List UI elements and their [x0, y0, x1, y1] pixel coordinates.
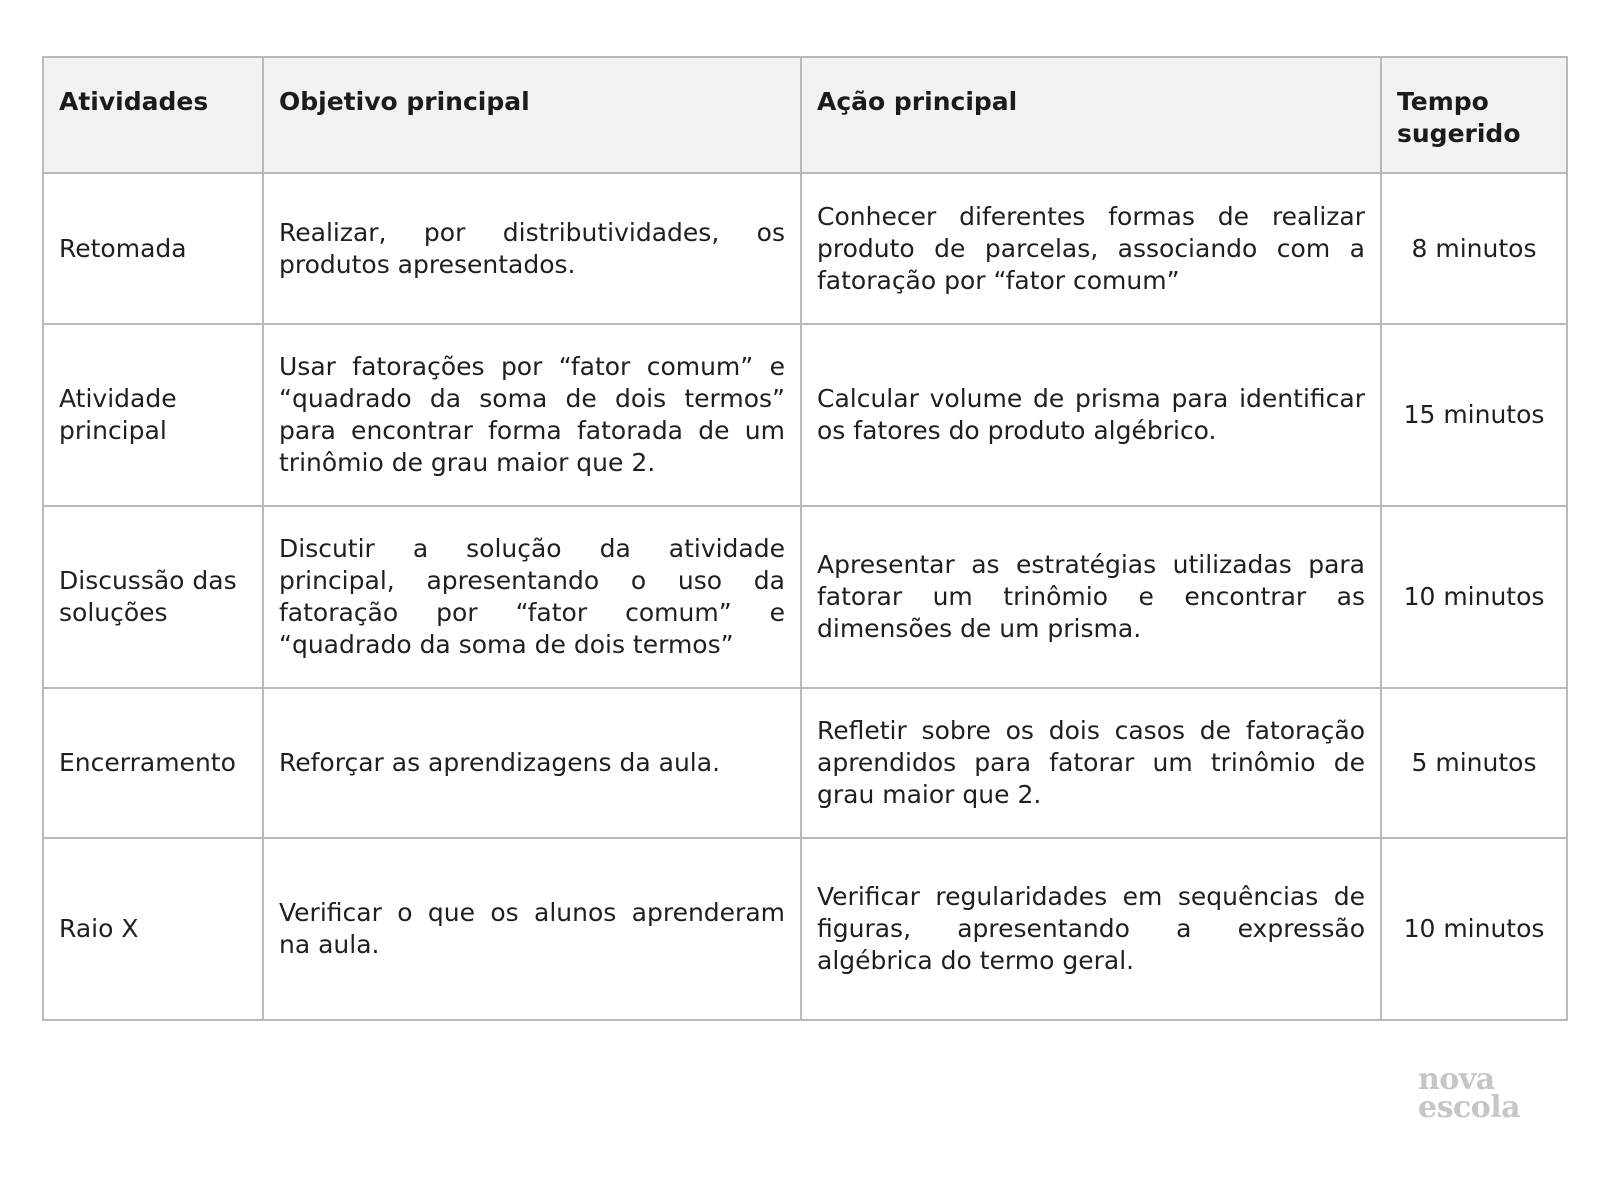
header-time: Tempo sugerido — [1381, 57, 1567, 173]
cell-activity: Retomada — [43, 173, 263, 324]
header-activities: Atividades — [43, 57, 263, 173]
cell-action: Verificar regularidades em sequências de figuras, apresentando a expressão algébrica do termo geral. — [801, 838, 1381, 1020]
table-row — [43, 324, 1567, 506]
header-row — [43, 57, 1567, 173]
logo-line-nova: nova — [1418, 1062, 1495, 1097]
cell-activity: Raio X — [43, 838, 263, 1020]
cell-objective: Realizar, por distributividades, os produtos apresentados. — [263, 173, 801, 324]
cell-action: Apresentar as estratégias utilizadas para fatorar um trinômio e encontrar as dimensões de um prisma. — [801, 506, 1381, 688]
cell-activity: Encerramento — [43, 688, 263, 838]
cell-time: 5 minutos — [1381, 688, 1567, 838]
table-row — [43, 838, 1567, 1020]
table-header — [43, 57, 1567, 173]
table-row — [43, 688, 1567, 838]
header-action: Ação principal — [801, 57, 1381, 173]
cell-action: Calcular volume de prisma para identificar os fatores do produto algébrico. — [801, 324, 1381, 506]
table-body — [43, 173, 1567, 1020]
table-row — [43, 506, 1567, 688]
lesson-plan-table — [42, 56, 1568, 1021]
cell-action: Conhecer diferentes formas de realizar produto de parcelas, associando com a fatoração por “fator comum” — [801, 173, 1381, 324]
cell-time: 15 minutos — [1381, 324, 1567, 506]
cell-activity: Discussão das soluções — [43, 506, 263, 688]
cell-objective: Reforçar as aprendizagens da aula. — [263, 688, 801, 838]
cell-objective: Verificar o que os alunos aprenderam na aula. — [263, 838, 801, 1020]
logo-line-escola: escola — [1418, 1090, 1521, 1125]
cell-activity: Atividade principal — [43, 324, 263, 506]
cell-objective: Discutir a solução da atividade principal, apresentando o uso da fatoração por “fator comum” e “quadrado da soma de dois termos” — [263, 506, 801, 688]
cell-time: 10 minutos — [1381, 838, 1567, 1020]
cell-time: 8 minutos — [1381, 173, 1567, 324]
cell-objective: Usar fatorações por “fator comum” e “quadrado da soma de dois termos” para encontrar forma fatorada de um trinômio de grau maior que 2. — [263, 324, 801, 506]
nova-escola-logo — [1418, 1062, 1521, 1125]
header-objective: Objetivo principal — [263, 57, 801, 173]
cell-time: 10 minutos — [1381, 506, 1567, 688]
cell-action: Refletir sobre os dois casos de fatoração aprendidos para fatorar um trinômio de grau maior que 2. — [801, 688, 1381, 838]
table-row — [43, 173, 1567, 324]
